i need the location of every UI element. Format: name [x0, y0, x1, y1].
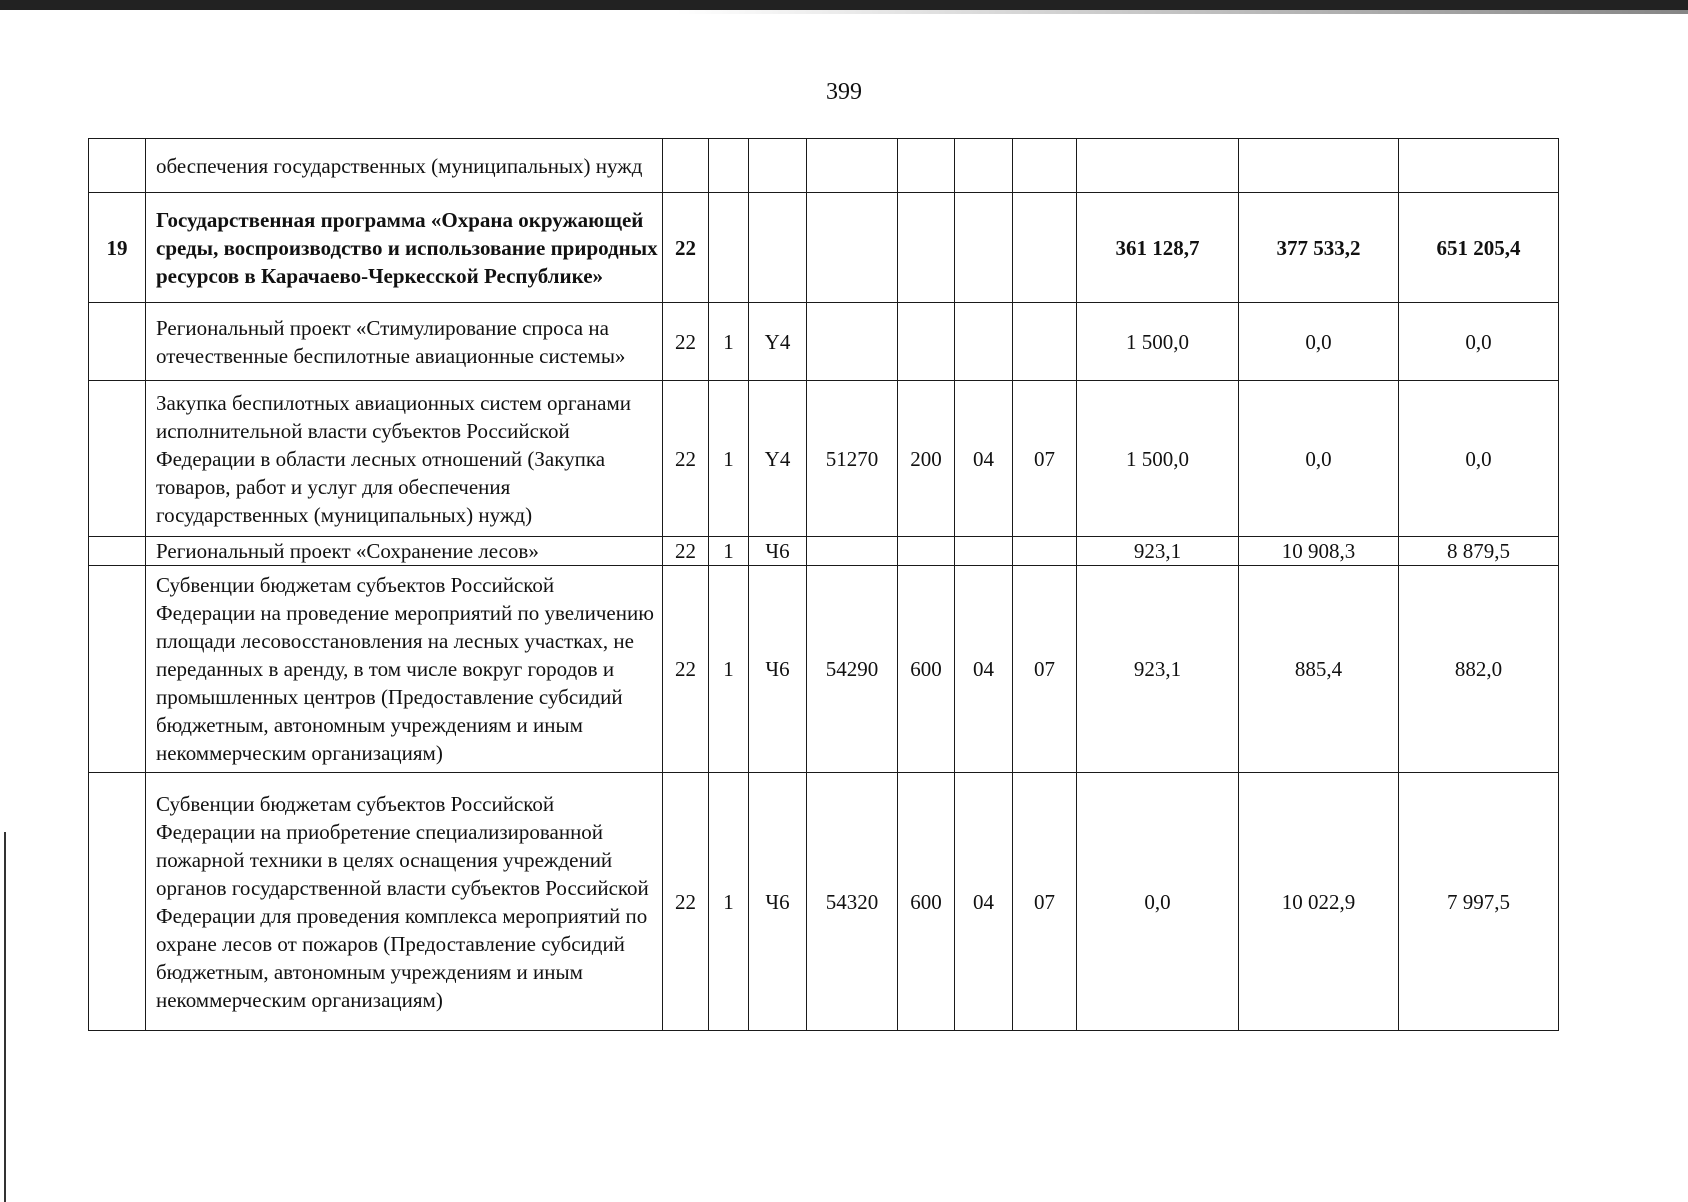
code-subprogram-cell: 1 — [709, 537, 749, 566]
row-name-cell: Региональный проект «Сохранение лесов» — [146, 537, 663, 566]
amount-year2-cell: 10 908,3 — [1239, 537, 1399, 566]
section-cell — [955, 303, 1013, 381]
row-number-cell — [89, 381, 146, 537]
code-project-cell: Ч6 — [749, 773, 807, 1031]
amount-year2-cell — [1239, 139, 1399, 193]
amount-year3-cell: 0,0 — [1399, 303, 1559, 381]
section-cell: 04 — [955, 566, 1013, 773]
amount-year1-cell: 923,1 — [1077, 537, 1239, 566]
code-ministry-cell: 22 — [663, 381, 709, 537]
code-direction-cell — [807, 303, 898, 381]
amount-year3-cell: 8 879,5 — [1399, 537, 1559, 566]
amount-year1-cell: 1 500,0 — [1077, 381, 1239, 537]
subsection-cell: 07 — [1013, 773, 1077, 1031]
code-direction-cell — [807, 193, 898, 303]
code-ministry-cell — [663, 139, 709, 193]
row-name-cell: Региональный проект «Стимулирование спроса на отечественные беспилотные авиационные системы» — [146, 303, 663, 381]
table-row — [89, 139, 1559, 193]
amount-year3-cell: 0,0 — [1399, 381, 1559, 537]
code-ministry-cell: 22 — [663, 303, 709, 381]
table-row — [89, 303, 1559, 381]
row-name-cell: Субвенции бюджетам субъектов Российской Федерации на приобретение специализированной пожарной техники в целях оснащения учреждений органов государственной власти субъектов Российской Федерации для проведения комплекса мероприятий по охране лесов от пожаров (Предоставление субсидий бюджетным, автономным учреждениям и иным некоммерческим организациям) — [146, 773, 663, 1031]
row-number-cell — [89, 773, 146, 1031]
amount-year2-cell: 0,0 — [1239, 381, 1399, 537]
page-number: 399 — [826, 79, 862, 105]
section-cell: 04 — [955, 381, 1013, 537]
code-project-cell: Ч6 — [749, 566, 807, 773]
code-subprogram-cell: 1 — [709, 381, 749, 537]
row-name-cell: Субвенции бюджетам субъектов Российской Федерации на проведение мероприятий по увеличению площади лесовосстановления на лесных участках, не переданных в аренду, в том числе вокруг городов и промышленных центров (Предоставление субсидий бюджетным, автономным учреждениям и иным некоммерческим организациям) — [146, 566, 663, 773]
code-project-cell: Ч6 — [749, 537, 807, 566]
code-ministry-cell: 22 — [663, 537, 709, 566]
expense-type-cell: 600 — [898, 773, 955, 1031]
amount-year1-cell — [1077, 139, 1239, 193]
code-ministry-cell: 22 — [663, 566, 709, 773]
row-number-cell — [89, 537, 146, 566]
subsection-cell: 07 — [1013, 381, 1077, 537]
budget-table — [88, 138, 1559, 1031]
subsection-cell — [1013, 303, 1077, 381]
expense-type-cell — [898, 139, 955, 193]
code-subprogram-cell — [709, 139, 749, 193]
top-border-rule — [0, 0, 1688, 12]
amount-year2-cell: 10 022,9 — [1239, 773, 1399, 1031]
code-project-cell: Y4 — [749, 381, 807, 537]
amount-year2-cell: 0,0 — [1239, 303, 1399, 381]
code-subprogram-cell: 1 — [709, 773, 749, 1031]
row-number-cell: 19 — [89, 193, 146, 303]
table-row — [89, 537, 1559, 566]
left-margin-mark — [4, 832, 6, 1202]
code-subprogram-cell — [709, 193, 749, 303]
subsection-cell — [1013, 537, 1077, 566]
expense-type-cell: 600 — [898, 566, 955, 773]
code-subprogram-cell: 1 — [709, 303, 749, 381]
row-number-cell — [89, 139, 146, 193]
expense-type-cell — [898, 303, 955, 381]
section-cell — [955, 193, 1013, 303]
expense-type-cell — [898, 193, 955, 303]
code-project-cell — [749, 193, 807, 303]
amount-year2-cell: 377 533,2 — [1239, 193, 1399, 303]
row-name-cell: обеспечения государственных (муниципальных) нужд — [146, 139, 663, 193]
amount-year1-cell: 361 128,7 — [1077, 193, 1239, 303]
amount-year3-cell: 7 997,5 — [1399, 773, 1559, 1031]
code-project-cell: Y4 — [749, 303, 807, 381]
subsection-cell: 07 — [1013, 566, 1077, 773]
code-project-cell — [749, 139, 807, 193]
table-row — [89, 566, 1559, 773]
code-direction-cell: 54320 — [807, 773, 898, 1031]
section-cell — [955, 139, 1013, 193]
amount-year1-cell: 1 500,0 — [1077, 303, 1239, 381]
code-direction-cell: 54290 — [807, 566, 898, 773]
section-cell — [955, 537, 1013, 566]
row-name-cell: Государственная программа «Охрана окружающей среды, воспроизводство и использование природных ресурсов в Карачаево-Черкесской Республике» — [146, 193, 663, 303]
row-name-cell: Закупка беспилотных авиационных систем органами исполнительной власти субъектов Российской Федерации в области лесных отношений (Закупка товаров, работ и услуг для обеспечения государственных (муниципальных) нужд) — [146, 381, 663, 537]
subsection-cell — [1013, 139, 1077, 193]
expense-type-cell — [898, 537, 955, 566]
budget-table-body — [89, 139, 1559, 1031]
amount-year3-cell: 651 205,4 — [1399, 193, 1559, 303]
amount-year3-cell — [1399, 139, 1559, 193]
row-number-cell — [89, 566, 146, 773]
subsection-cell — [1013, 193, 1077, 303]
expense-type-cell: 200 — [898, 381, 955, 537]
code-direction-cell: 51270 — [807, 381, 898, 537]
table-row — [89, 381, 1559, 537]
table-row — [89, 773, 1559, 1031]
section-cell: 04 — [955, 773, 1013, 1031]
code-ministry-cell: 22 — [663, 193, 709, 303]
table-row — [89, 193, 1559, 303]
code-ministry-cell: 22 — [663, 773, 709, 1031]
amount-year2-cell: 885,4 — [1239, 566, 1399, 773]
code-subprogram-cell: 1 — [709, 566, 749, 773]
amount-year1-cell: 923,1 — [1077, 566, 1239, 773]
row-number-cell — [89, 303, 146, 381]
amount-year3-cell: 882,0 — [1399, 566, 1559, 773]
amount-year1-cell: 0,0 — [1077, 773, 1239, 1031]
code-direction-cell — [807, 139, 898, 193]
code-direction-cell — [807, 537, 898, 566]
